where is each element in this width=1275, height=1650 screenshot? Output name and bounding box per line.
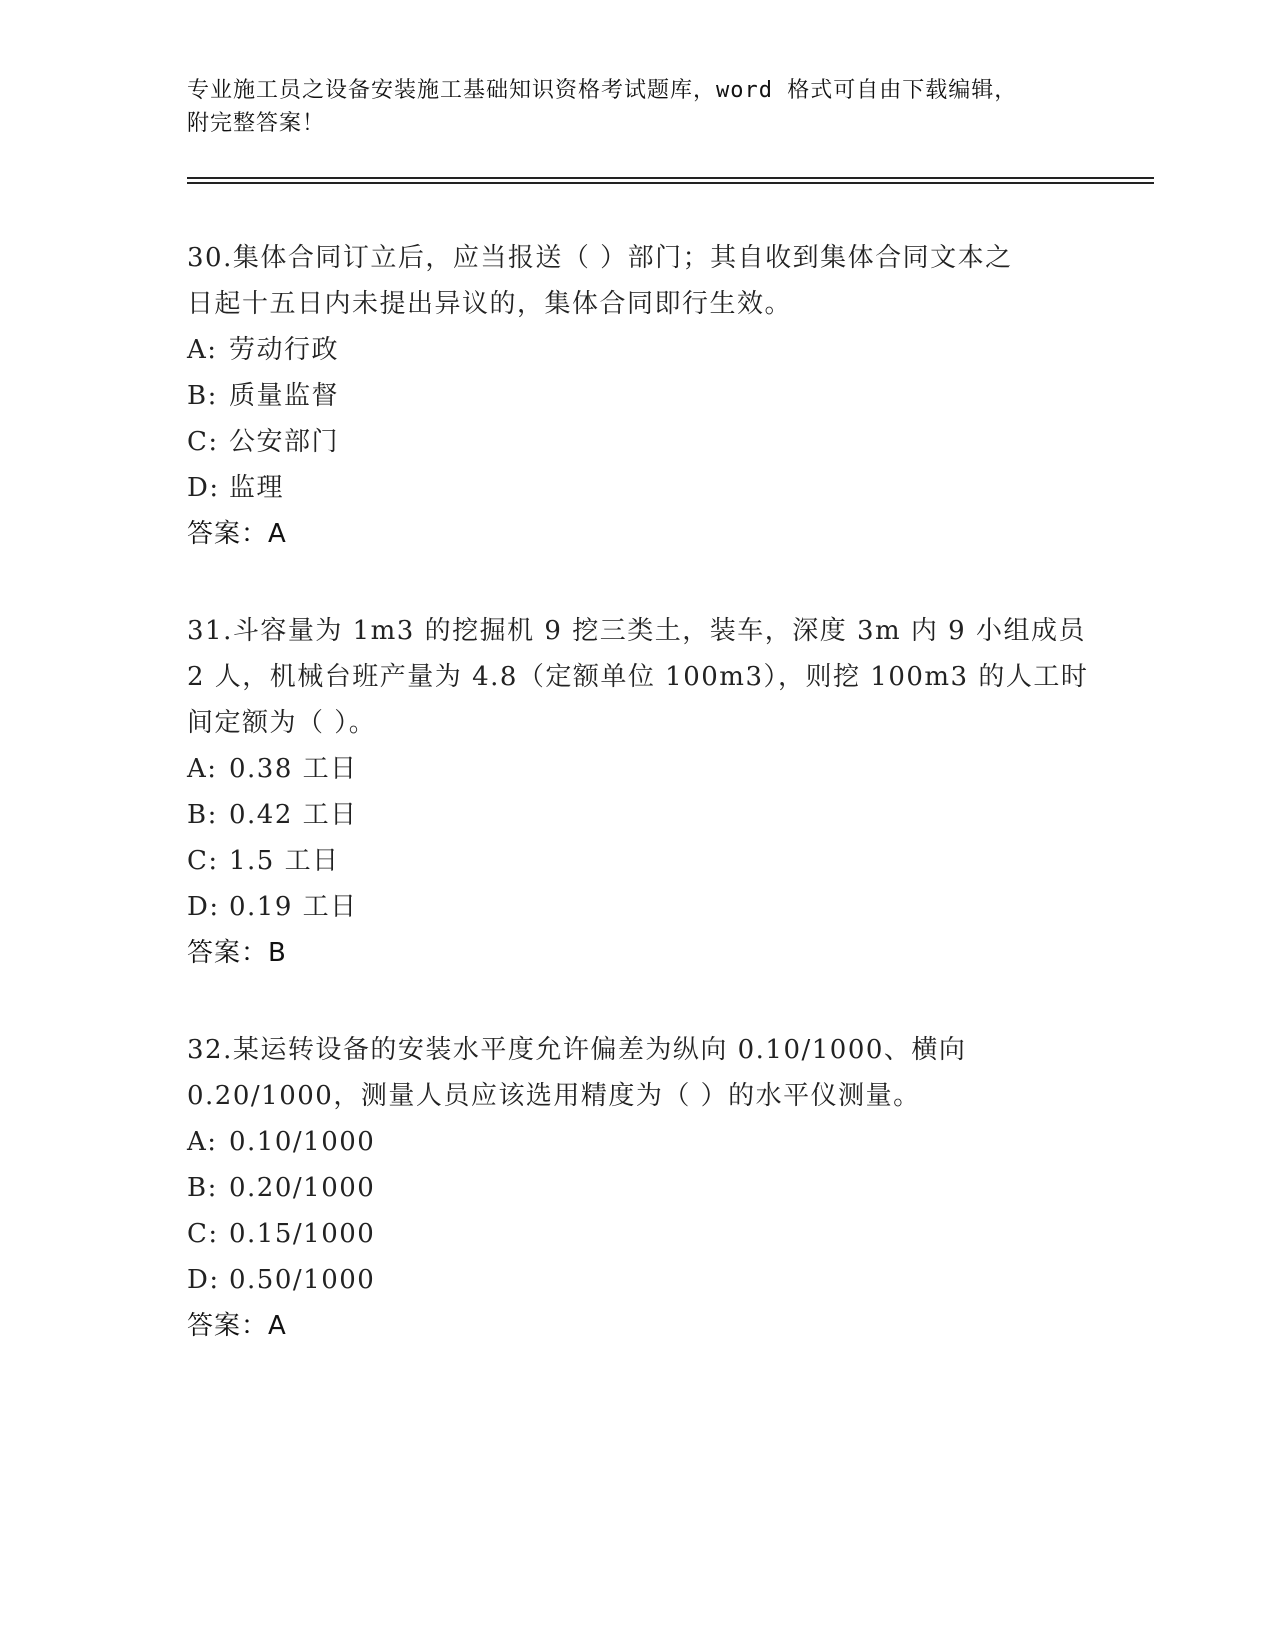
option-text: 0.20/1000 <box>229 1173 376 1203</box>
option-c <box>187 1211 1087 1257</box>
header-line: 专业施工员之设备安装施工基础知识资格考试题库，word 格式可自由下载编辑， <box>187 78 1018 103</box>
option-letter: B: <box>187 800 218 830</box>
option-letter: B: <box>187 1173 218 1203</box>
question-30 <box>187 235 1087 557</box>
option-letter: A: <box>187 335 218 365</box>
answer-line <box>187 930 1087 976</box>
option-c <box>187 419 1087 465</box>
option-text: 0.42 工日 <box>229 800 358 830</box>
option-letter: C: <box>187 1219 219 1249</box>
question-list <box>187 235 1087 1400</box>
option-letter: D: <box>187 892 220 922</box>
option-text: 劳动行政 <box>229 335 340 365</box>
question-31 <box>187 608 1087 976</box>
question-stem-line: 32.某运转设备的安装水平度允许偏差为纵向 0.10/1000、横向 <box>187 1035 967 1065</box>
option-letter: D: <box>187 473 220 503</box>
option-letter: A: <box>187 754 218 784</box>
option-d <box>187 1257 1087 1303</box>
option-letter: A: <box>187 1127 218 1157</box>
option-c <box>187 838 1087 884</box>
header-divider <box>187 182 1154 184</box>
question-stem-line: 30.集体合同订立后，应当报送（ ）部门；其自收到集体合同文本之 <box>187 243 1013 273</box>
answer-value: B <box>268 938 287 968</box>
option-text: 0.50/1000 <box>229 1265 376 1295</box>
option-a <box>187 746 1087 792</box>
answer-label: 答案： <box>187 1311 269 1341</box>
answer-value: A <box>268 519 287 549</box>
option-text: 0.19 工日 <box>229 892 358 922</box>
option-a <box>187 1119 1087 1165</box>
option-d <box>187 884 1087 930</box>
question-stem-line: 31.斗容量为 1m3 的挖掘机 9 挖三类土，装车，深度 3m 内 9 小组成员 <box>187 616 1086 646</box>
option-text: 0.10/1000 <box>229 1127 376 1157</box>
option-text: 质量监督 <box>229 381 340 411</box>
header-line: 附完整答案！ <box>187 111 326 136</box>
option-letter: C: <box>187 427 219 457</box>
option-a <box>187 327 1087 373</box>
page-header <box>187 74 1067 140</box>
option-text: 监理 <box>229 473 285 503</box>
answer-label: 答案： <box>187 938 269 968</box>
question-stem-line: 2 人，机械台班产量为 4.8（定额单位 100m3），则挖 100m3 的人工时 <box>187 662 1089 692</box>
header-divider <box>187 177 1154 179</box>
option-text: 公安部门 <box>229 427 340 457</box>
answer-line <box>187 1303 1087 1349</box>
question-stem-line: 日起十五日内未提出异议的，集体合同即行生效。 <box>187 289 793 319</box>
answer-value: A <box>268 1311 287 1341</box>
answer-label: 答案： <box>187 519 269 549</box>
option-letter: C: <box>187 846 219 876</box>
question-stem-line: 间定额为（ ）。 <box>187 708 377 738</box>
option-b <box>187 373 1087 419</box>
option-text: 1.5 工日 <box>229 846 340 876</box>
option-letter: B: <box>187 381 218 411</box>
question-32 <box>187 1027 1087 1349</box>
option-d <box>187 465 1087 511</box>
answer-line <box>187 511 1087 557</box>
option-text: 0.15/1000 <box>229 1219 376 1249</box>
option-b <box>187 792 1087 838</box>
option-b <box>187 1165 1087 1211</box>
question-stem-line: 0.20/1000，测量人员应该选用精度为（ ）的水平仪测量。 <box>187 1081 921 1111</box>
option-text: 0.38 工日 <box>229 754 358 784</box>
option-letter: D: <box>187 1265 220 1295</box>
